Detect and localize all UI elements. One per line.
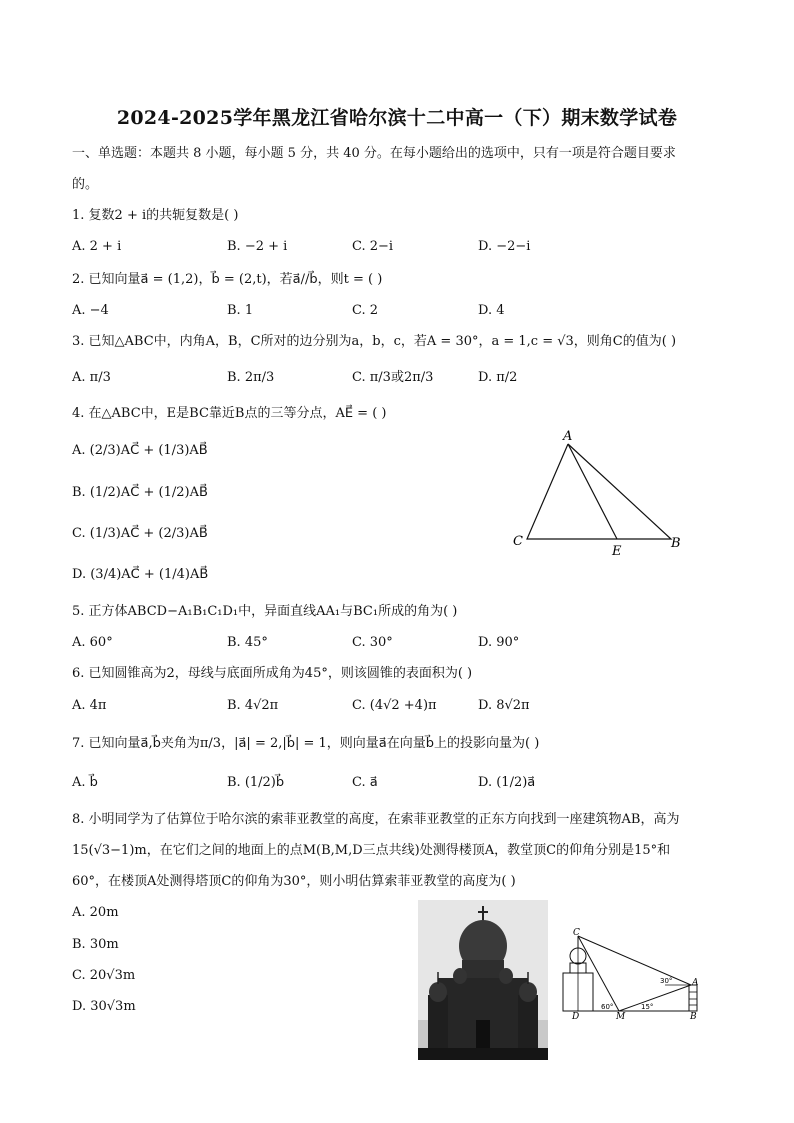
q7-option-c: C. a⃗ <box>352 775 378 790</box>
segment-ae <box>568 444 617 539</box>
q5-option-c: C. 30° <box>352 635 393 650</box>
q5-option-a: A. 60° <box>72 635 113 650</box>
q2-option-b: B. 1 <box>227 303 254 318</box>
label-c: C <box>513 534 523 549</box>
q7-option-b: B. (1/2)b⃗ <box>227 775 285 790</box>
q8-stem-line3: 60°，在楼顶A处测得塔顶C的仰角为30°，则小明估算索菲亚教堂的高度为( ) <box>72 874 516 889</box>
q8-stem-line2: 15(√3−1)m，在它们之间的地面上的点M(B,M,D三点共线)处测得楼顶A，教堂顶C的仰角分别是15°和 <box>72 843 671 858</box>
q4-option-c: C. (1/3)AC⃗ + (2/3)AB⃗ <box>72 526 208 541</box>
q5-option-d: D. 90° <box>478 635 520 650</box>
q8-option-a: A. 20m <box>72 905 119 920</box>
label-b: B <box>671 536 681 551</box>
diag-label-c: C <box>573 928 580 938</box>
q1-option-c: C. 2−i <box>352 239 394 254</box>
q1-stem: 1. 复数2 + i的共轭复数是( ) <box>72 208 239 223</box>
angle-60: 60° <box>601 1003 614 1011</box>
q4-option-a: A. (2/3)AC⃗ + (1/3)AB⃗ <box>72 443 208 458</box>
q3-option-c: C. π/3或2π/3 <box>352 370 434 385</box>
label-e: E <box>612 544 622 559</box>
q3-stem: 3. 已知△ABC中，内角A，B，C所对的边分别为a，b，c，若A = 30°，a = 1,c = √3，则角C的值为( ) <box>72 334 677 349</box>
q6-option-d: D. 8√2π <box>478 698 530 713</box>
q2-option-c: C. 2 <box>352 303 379 318</box>
diag-label-m: M <box>616 1012 626 1020</box>
line-ma <box>619 985 691 1011</box>
section-heading: 一、单选题：本题共 8 小题，每小题 5 分，共 40 分。在每小题给出的选项中，只有一项是符合题目要求 <box>72 146 676 161</box>
cathedral-silhouette <box>418 900 548 1060</box>
elevation-diagram <box>555 925 715 1020</box>
q5-option-b: B. 45° <box>227 635 268 650</box>
q8-stem-line1: 8. 小明同学为了估算位于哈尔滨的索菲亚教堂的高度，在索菲亚教堂的正东方向找到一座建筑物AB，高为 <box>72 812 680 827</box>
q6-option-a: A. 4π <box>72 698 107 713</box>
q3-option-b: B. 2π/3 <box>227 370 275 385</box>
diag-label-d: D <box>572 1012 580 1020</box>
triangle-abc <box>527 444 671 539</box>
q7-option-a: A. b⃗ <box>72 775 98 790</box>
q4-option-d: D. (3/4)AC⃗ + (1/4)AB⃗ <box>72 567 209 582</box>
q4-stem: 4. 在△ABC中，E是BC靠近B点的三等分点，AE⃗ = ( ) <box>72 406 387 421</box>
q8-option-c: C. 20√3m <box>72 968 136 983</box>
q6-stem: 6. 已知圆锥高为2，母线与底面所成角为45°，则该圆锥的表面积为( ) <box>72 666 473 681</box>
diag-label-b: B <box>690 1012 697 1020</box>
q1-option-a: A. 2 + i <box>72 239 122 254</box>
q2-option-d: D. 4 <box>478 303 505 318</box>
q7-option-d: D. (1/2)a⃗ <box>478 775 536 790</box>
q6-option-c: C. (4√2 +4)π <box>352 698 437 713</box>
angle-30: 30° <box>660 977 673 985</box>
q1-option-b: B. −2 + i <box>227 239 288 254</box>
label-a: A <box>563 429 573 444</box>
q4-option-b: B. (1/2)AC⃗ + (1/2)AB⃗ <box>72 485 208 500</box>
q3-option-d: D. π/2 <box>478 370 518 385</box>
q2-option-a: A. −4 <box>72 303 109 318</box>
q7-stem: 7. 已知向量a⃗,b⃗夹角为π/3，|a⃗| = 2,|b⃗| = 1，则向量a⃗在向量b⃗上的投影向量为( ) <box>72 736 540 751</box>
q2-stem: 2. 已知向量a⃗ = (1,2)，b⃗ = (2,t)，若a⃗//b⃗，则t = ( ) <box>72 272 383 287</box>
triangle-figure <box>505 425 695 560</box>
q1-option-d: D. −2−i <box>478 239 531 254</box>
line-ca <box>578 936 691 985</box>
q6-option-b: B. 4√2π <box>227 698 279 713</box>
building-ab <box>689 985 697 1011</box>
angle-15: 15° <box>641 1003 654 1011</box>
diag-label-a: A <box>692 978 699 988</box>
section-heading-cont: 的。 <box>72 177 99 192</box>
q8-option-b: B. 30m <box>72 937 119 952</box>
q3-option-a: A. π/3 <box>72 370 111 385</box>
q8-option-d: D. 30√3m <box>72 999 136 1014</box>
q5-stem: 5. 正方体ABCD−A₁B₁C₁D₁中，异面直线AA₁与BC₁所成的角为( ) <box>72 604 458 619</box>
page-title: 2024-2025学年黑龙江省哈尔滨十二中高一（下）期末数学试卷 <box>116 107 678 129</box>
cathedral-photo <box>418 900 548 1060</box>
